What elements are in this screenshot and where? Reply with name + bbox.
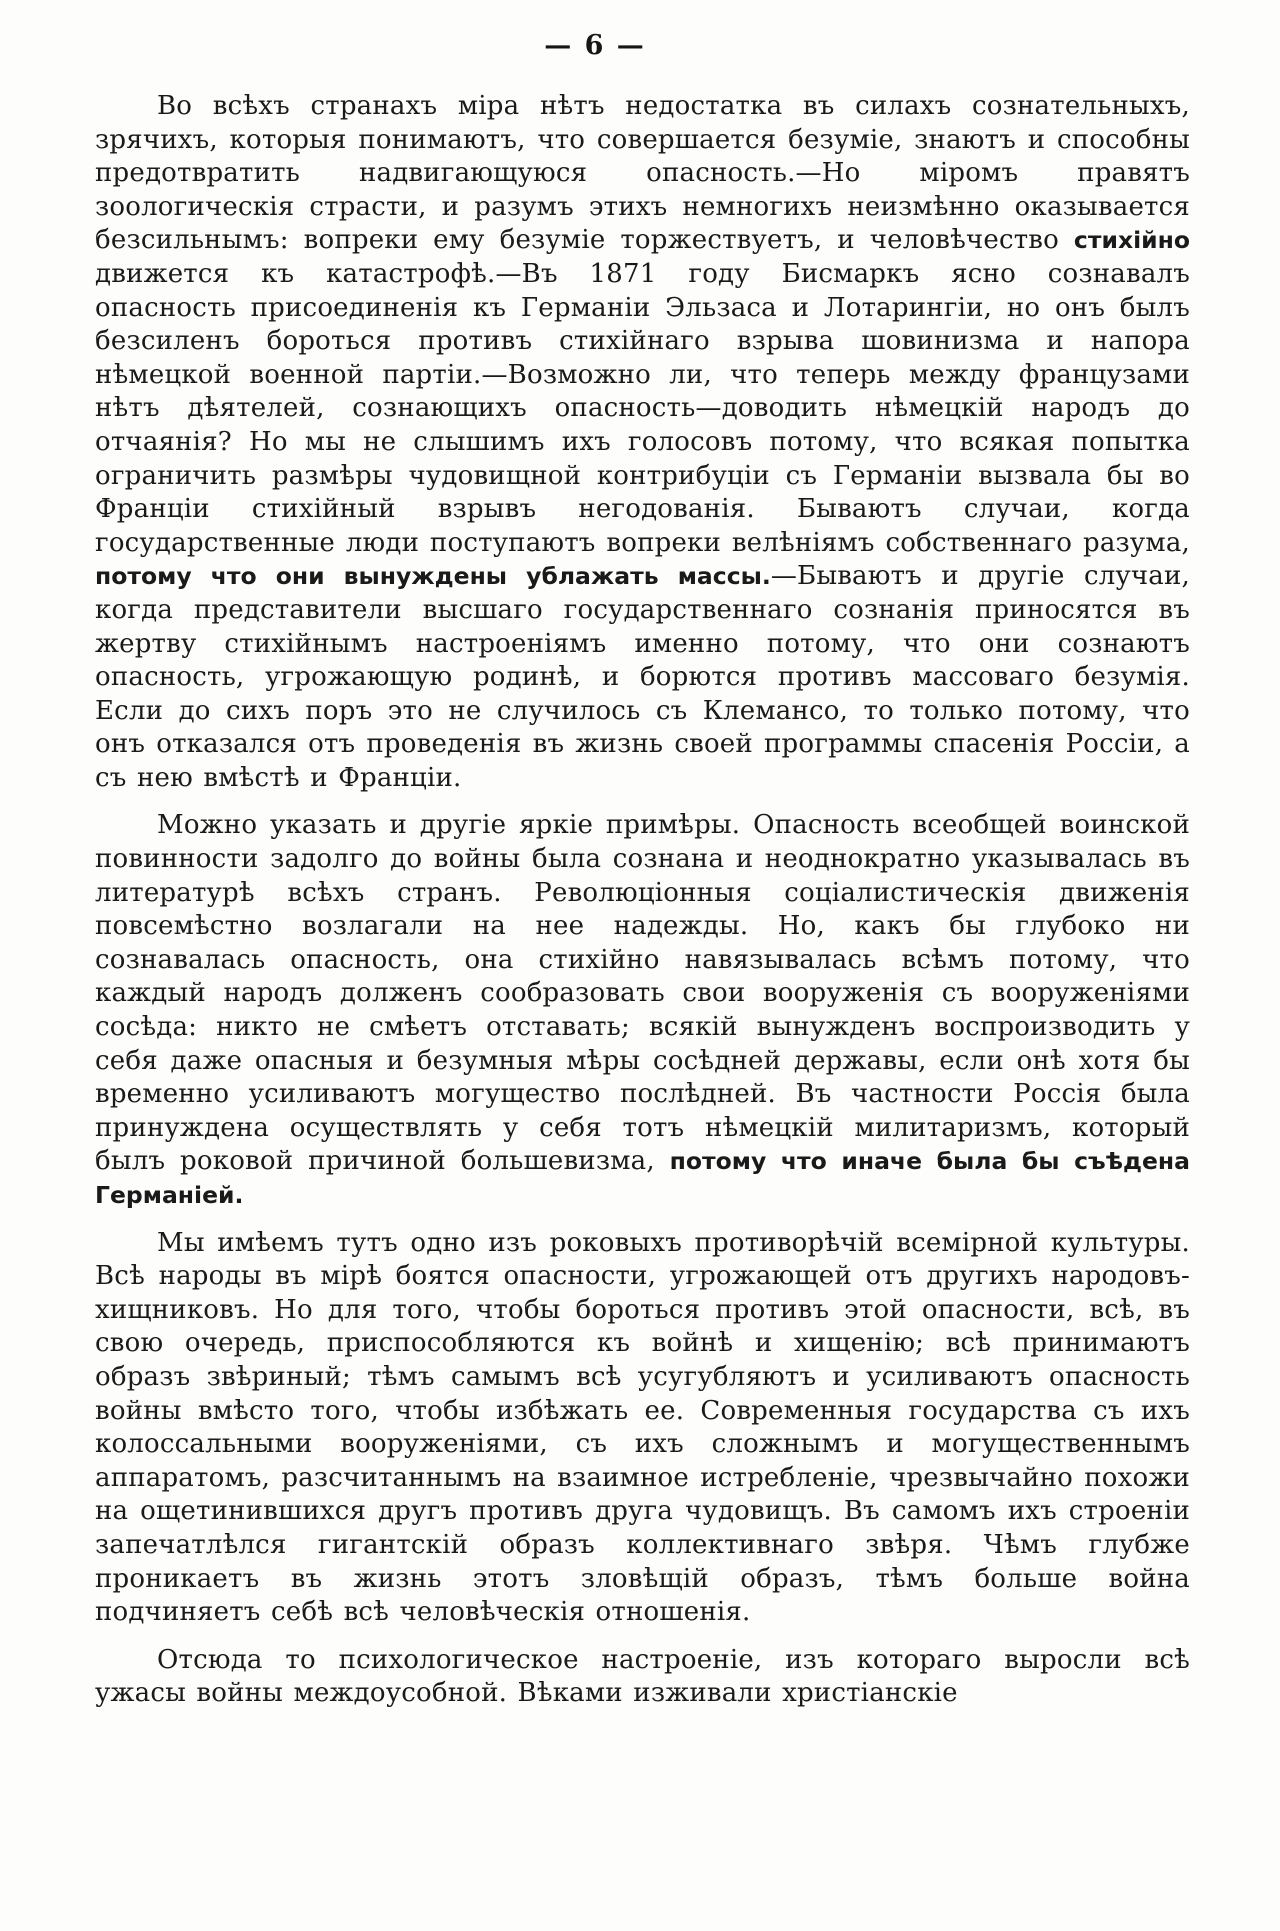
emphasized-text-segment: потому что они вынуждены ублажать массы. (95, 562, 771, 591)
paragraph (95, 809, 1190, 1212)
text-block (95, 90, 1190, 1725)
text-segment: —Бываютъ и другіе случаи, когда представители высшаго государственнаго сознанія приносятся въ жертву стихійнымъ настроеніямъ именно потому, что они сознаютъ опасность, угрожающую родинѣ, и борются противъ массоваго безумія. Если до сихъ поръ это не случилось съ Клемансо, то только потому, что онъ отказался отъ проведенія въ жизнь своей программы спасенія Россіи, а съ нею вмѣстѣ и Франціи. (95, 561, 1191, 793)
text-segment: Во всѣхъ странахъ міра нѣтъ недостатка въ силахъ сознательныхъ, зрячихъ, которыя понимаютъ, что совершается безуміе, знаютъ и способны предотвратить надвигающуюся опасность.—Но міромъ правятъ зоологическія страсти, и разумъ этихъ немногихъ неизмѣнно оказывается безсильнымъ: вопреки ему безуміе торжествуетъ, и человѣчество (95, 91, 1190, 256)
text-segment: Можно указать и другіе яркіе примѣры. Опасность всеобщей воинской повинности задолго до войны была сознана и неоднократно указывалась въ литературѣ всѣхъ странъ. Революціонныя соціалистическія движенія повсемѣстно возлагали на нее надежды. Но, какъ бы глубоко ни сознавалась опасность, она стихійно навязывалась всѣмъ потому, что каждый народъ долженъ сообразовать свои вооруженія съ вооруженіями сосѣда: никто не смѣетъ отставать; всякій вынужденъ воспроизводить у себя даже опасныя и безумныя мѣры сосѣдней державы, если онѣ хотя бы временно усиливаютъ могущество послѣдней. Въ частности Россія была принуждена осуществлять у себя тотъ нѣмецкій милитаризмъ, который былъ роковой причиной большевизма, (95, 810, 1190, 1177)
emphasized-text-segment: стихійно (1073, 226, 1190, 255)
emphasized-text-segment: потому что иначе была бы съѣдена Германіей. (95, 1147, 1190, 1209)
paragraph (95, 1227, 1190, 1630)
text-segment: Мы имѣемъ тутъ одно изъ роковыхъ противорѣчій всемірной культуры. Всѣ народы въ мірѣ боятся опасности, угрожающей отъ другихъ народовъ-хищниковъ. Но для того, чтобы бороться противъ этой опасности, всѣ, въ свою очередь, приспособляются къ войнѣ и хищенію; всѣ принимаютъ образъ звѣриный; тѣмъ самымъ всѣ усугубляютъ и усиливаютъ опасность войны вмѣсто того, чтобы избѣжать ее. Современныя государства съ ихъ колоссальными вооруженіями, съ ихъ сложнымъ и могущественнымъ аппаратомъ, разсчитаннымъ на взаимное истребленіе, чрезвычайно похожи на ощетинившихся другъ противъ друга чудовищъ. Въ самомъ ихъ строеніи запечатлѣлся гигантскій образъ коллективнаго звѣря. Чѣмъ глубже проникаетъ въ жизнь этотъ зловѣщій образъ, тѣмъ больше война подчиняетъ себѣ всѣ человѣческія отношенія. (95, 1227, 1190, 1628)
paragraph (95, 90, 1190, 795)
text-segment: движется къ катастрофѣ.—Въ 1871 году Бисмаркъ ясно сознавалъ опасность присоединенія къ Германіи Эльзаса и Лотарингіи, но онъ былъ безсиленъ бороться противъ стихійнаго взрыва шовинизма и напора нѣмецкой военной партіи.—Возможно ли, что теперь между французами нѣтъ дѣятелей, сознающихъ опасность—доводить нѣмецкій народъ до отчаянія? Но мы не слышимъ ихъ голосовъ потому, что всякая попытка ограничить размѣры чудовищной контрибуціи съ Германіи вызвала бы во Франціи стихійный взрывъ негодованія. Бываютъ случаи, когда государственные люди поступаютъ вопреки велѣніямъ собственнаго разума, (95, 258, 1190, 558)
page-number: — 6 — (544, 30, 646, 61)
paragraph (95, 1644, 1190, 1711)
text-segment: Отсюда то психологическое настроеніе, изъ котораго выросли всѣ ужасы войны междоусобной. Вѣками изживали христіанскіе (95, 1644, 1190, 1709)
